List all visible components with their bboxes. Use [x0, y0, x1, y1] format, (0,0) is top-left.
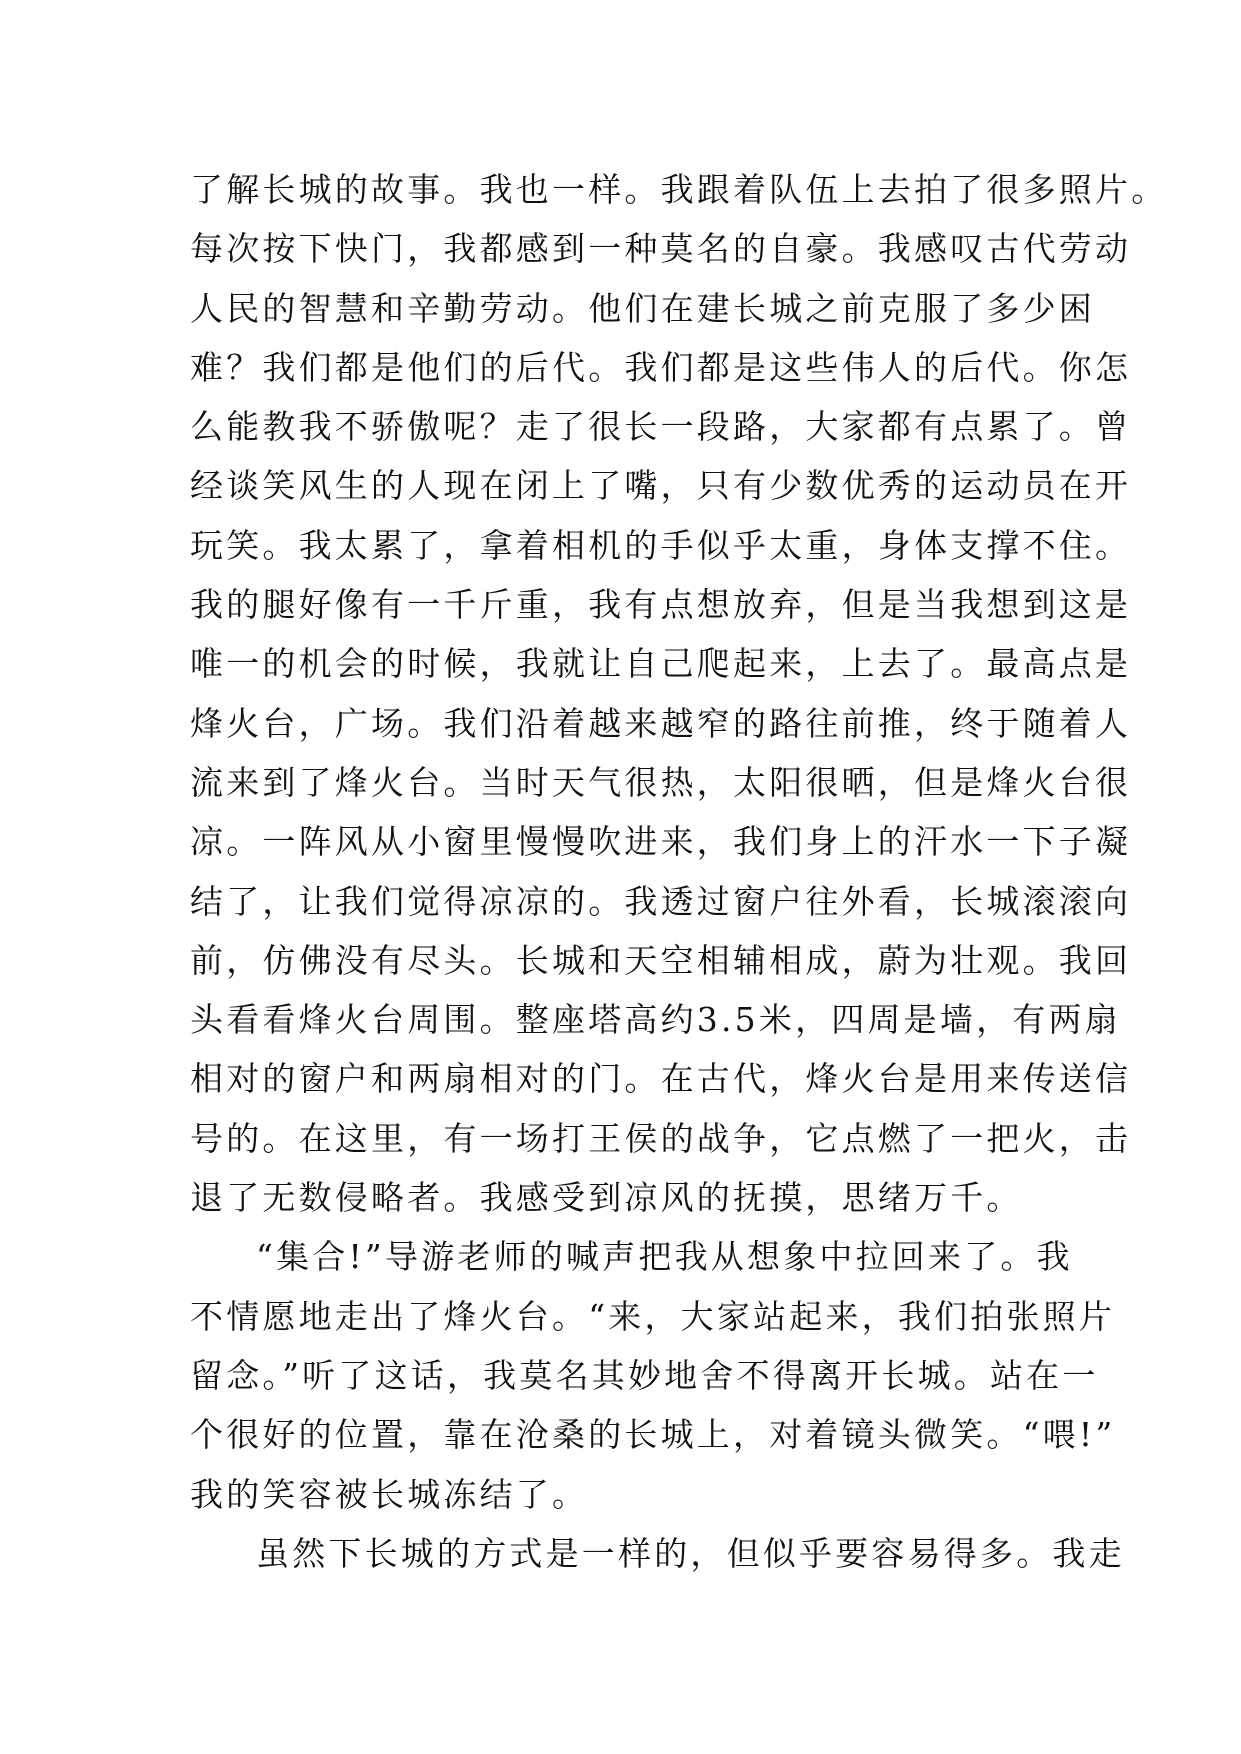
text-line: 头看看烽火台周围。整座塔高约3.5米，四周是墙，有两扇: [190, 1000, 1121, 1040]
text-line: 退了无数侵略者。我感受到凉风的抚摸，思绪万千。: [190, 1178, 1023, 1218]
text-line: 不情愿地走出了烽火台。“来，大家站起来，我们拍张照片: [190, 1296, 1116, 1336]
text-line: 烽火台，广场。我们沿着越来越窄的路往前推，终于随着人: [190, 703, 1132, 743]
body-text: [190, 160, 1168, 1583]
text-line: 人民的智慧和辛勤劳动。他们在建长城之前克服了多少困: [190, 288, 1095, 328]
text-line: 我的腿好像有一千斤重，我有点想放弃，但是当我想到这是: [190, 585, 1132, 625]
text-line: 每次按下快门，我都感到一种莫名的自豪。我感叹古代劳动: [190, 229, 1132, 269]
text-line: 唯一的机会的时候，我就让自己爬起来，上去了。最高点是: [190, 644, 1132, 684]
text-line: 经谈笑风生的人现在闭上了嘴，只有少数优秀的运动员在开: [190, 466, 1132, 506]
text-line: 结了，让我们觉得凉凉的。我透过窗户往外看，长城滚滚向: [190, 881, 1132, 921]
text-line: 号的。在这里，有一场打王侯的战争，它点燃了一把火，击: [190, 1118, 1132, 1158]
paragraph-start-line: 虽然下长城的方式是一样的，但似乎要容易得多。我走: [256, 1533, 1125, 1573]
text-line: 我的笑容被长城冻结了。: [190, 1474, 589, 1514]
text-line: 么能教我不骄傲呢？走了很长一段路，大家都有点累了。曾: [190, 407, 1132, 447]
text-line: 留念。”听了这话，我莫名其妙地舍不得离开长城。站在一: [190, 1355, 1099, 1395]
text-line: 前，仿佛没有尽头。长城和天空相辅相成，蔚为壮观。我回: [190, 940, 1132, 980]
text-line: 个很好的位置，靠在沧桑的长城上，对着镜头微笑。“喂!”: [190, 1415, 1116, 1455]
text-line: 相对的窗户和两扇相对的门。在古代，烽火台是用来传送信: [190, 1059, 1132, 1099]
text-line: 了解长城的故事。我也一样。我跟着队伍上去拍了很多照片。: [190, 170, 1168, 209]
text-line: 玩笑。我太累了，拿着相机的手似乎太重，身体支撑不住。: [190, 525, 1132, 565]
paragraph-start-line: “集合!”导游老师的喊声把我从想象中拉回来了。我: [256, 1237, 1073, 1277]
text-line: 流来到了烽火台。当时天气很热，太阳很晒，但是烽火台很: [190, 762, 1132, 802]
text-line: 难？我们都是他们的后代。我们都是这些伟人的后代。你怎: [190, 347, 1132, 387]
text-line: 凉。一阵风从小窗里慢慢吹进来，我们身上的汗水一下子凝: [190, 822, 1132, 862]
